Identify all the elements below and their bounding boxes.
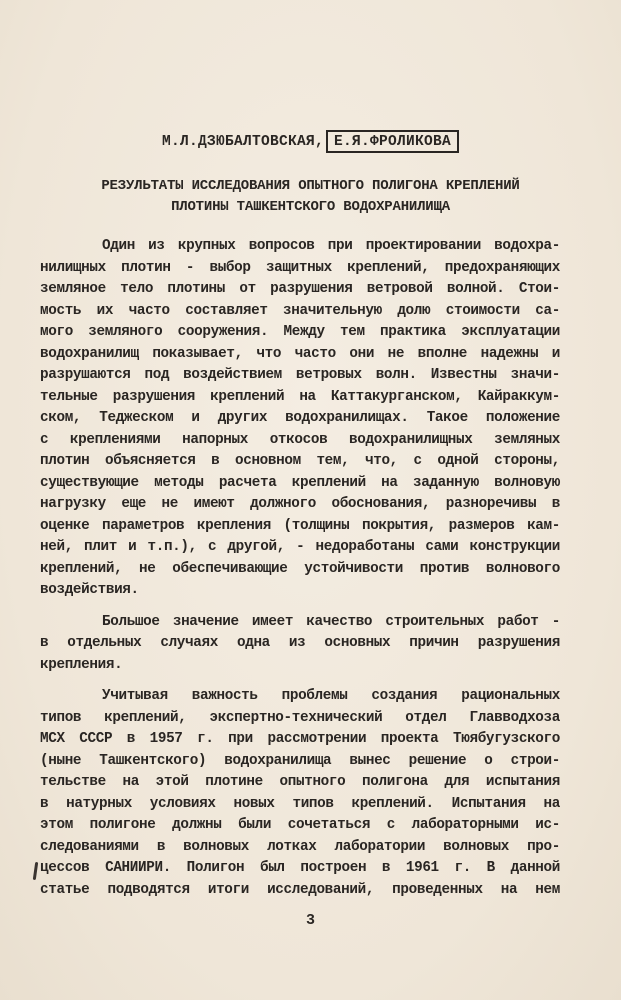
text-line: цессов САНИИРИ. Полигон был построен в 1961 г. В данной — [40, 860, 560, 876]
page-number: 3 — [305, 912, 315, 929]
text-line: (ныне Ташкентского) водохранилища вынес решение о строи- — [40, 752, 560, 769]
text-line: ском, Теджеском и других водохранилищах. Такое положение — [40, 410, 560, 426]
title-line-2: ПЛОТИНЫ ТАШКЕНТСКОГО ВОДОХРАНИЛИЩА — [171, 199, 450, 215]
text-line: типов креплений, экспертно-технический отдел Главводхоза — [40, 709, 560, 726]
text-line: оценке параметров крепления (толщины покрытия, размеров кам- — [40, 517, 560, 534]
author-second-boxed: Е.Я.ФРОЛИКОВА — [326, 130, 459, 153]
text-line: с креплениями напорных откосов водохранилищных земляных — [40, 431, 560, 448]
article-title — [0, 176, 621, 218]
text-line: водохранилищ показывает, что часто они не вполне надежны и — [40, 345, 560, 362]
title-line-1: РЕЗУЛЬТАТЫ ИССЛЕДОВАНИЯ ОПЫТНОГО ПОЛИГОНА КРЕПЛЕНИЙ — [101, 178, 520, 194]
text-line: Один из крупных вопросов при проектировании водохра- — [102, 238, 560, 254]
text-line: разрушаются под воздействием ветровых волн. Известны значи- — [40, 367, 560, 383]
text-line: статье подводятся итоги исследований, проведенных на нем — [40, 881, 560, 898]
authors-line — [0, 130, 621, 153]
text-line: существующие методы расчета креплений на заданную волновую — [40, 474, 560, 491]
text-line: Учитывая важность проблемы создания рациональных — [102, 688, 560, 704]
margin-pen-mark — [33, 862, 38, 880]
text-line: ней, плит и т.п.), с другой, - недоработаны сами конструкции — [40, 539, 560, 555]
text-line: плотин объясняется в основном тем, что, с одной стороны, — [40, 453, 560, 469]
text-line: в натурных условиях новых типов креплений. Испытания на — [40, 795, 560, 812]
text-line: следованиями в волновых лотках лаборатории волновых про- — [40, 838, 560, 855]
text-line: этом полигоне должны были сочетаться с лабораторными ис- — [40, 817, 560, 833]
text-line: мость их часто составляет значительную долю стоимости са- — [40, 302, 560, 319]
text-line: в отдельных случаях одна из основных причин разрушения — [40, 635, 560, 651]
paragraph-2 — [40, 612, 560, 677]
text-line: тельстве на этой плотине опытного полигона для испытания — [40, 774, 560, 790]
author-first: М.Л.ДЗЮБАЛТОВСКАЯ, — [161, 134, 324, 150]
text-line: крепления. — [40, 656, 123, 673]
paragraph-1 — [40, 236, 560, 602]
text-line: Большое значение имеет качество строительных работ - — [102, 613, 560, 630]
article-body — [40, 236, 560, 911]
text-line: тельные разрушения креплений на Каттакурганском, Кайраккум- — [40, 388, 560, 405]
text-line: земляное тело плотины от разрушения ветровой волной. Стои- — [40, 281, 560, 297]
paragraph-3 — [40, 686, 560, 901]
text-line: нилищных плотин - выбор защитных креплений, предохраняющих — [40, 259, 560, 276]
text-line: мого земляного сооружения. Между тем практика эксплуатации — [40, 324, 560, 340]
text-line: креплений, не обеспечивающие устойчивости против волнового — [40, 560, 560, 577]
text-line: нагрузку еще не имеют должного обоснования, разноречивы в — [40, 496, 560, 512]
text-line: МСХ СССР в 1957 г. при рассмотрении проекта Тюябугузского — [40, 731, 560, 747]
text-line: воздействия. — [40, 582, 139, 598]
